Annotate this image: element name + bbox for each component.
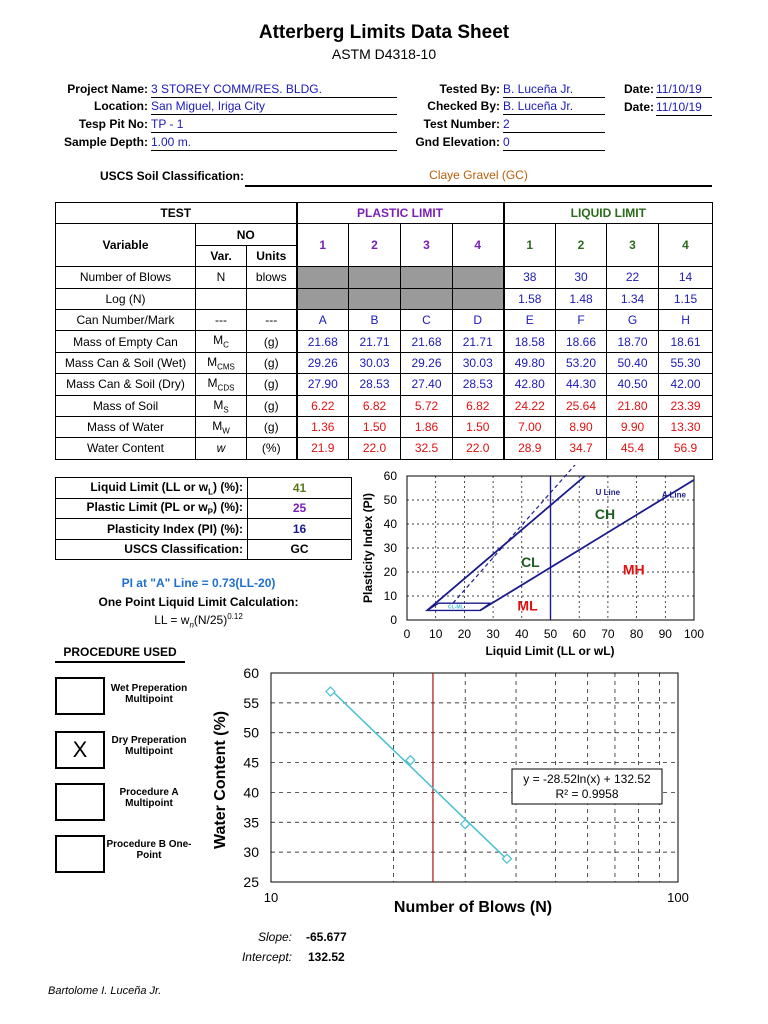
checked-by-label: Checked By: — [427, 99, 500, 113]
plastic-cell[interactable]: 1.36 — [297, 416, 349, 437]
liquid-cell[interactable]: 42.80 — [504, 374, 556, 395]
flow-y-tick: 30 — [243, 844, 259, 861]
plasticity-x-tick: 90 — [658, 627, 672, 641]
plastic-cell[interactable]: 28.53 — [349, 374, 401, 395]
liquid-cell[interactable]: 18.66 — [556, 331, 607, 352]
row-name: Mass of Water — [56, 416, 196, 437]
flow-y-tick: 25 — [243, 874, 259, 890]
plastic-trial-3: 3 — [401, 224, 453, 267]
liquid-cell[interactable]: 18.58 — [504, 331, 556, 352]
plastic-cell[interactable]: 28.53 — [453, 374, 504, 395]
checked-by-field[interactable]: B. Luceña Jr. — [503, 99, 605, 115]
plastic-cell[interactable]: 5.72 — [401, 395, 453, 416]
flow-y-tick: 50 — [243, 724, 259, 741]
liquid-cell[interactable]: 44.30 — [556, 374, 607, 395]
page-title: Atterberg Limits Data Sheet — [258, 22, 510, 43]
tested-by-label: Tested By: — [439, 82, 500, 96]
test-number-field[interactable]: 2 — [503, 117, 605, 133]
row-unit: (g) — [247, 416, 297, 437]
dry-multipoint-checkbox[interactable]: X — [55, 731, 105, 769]
plastic-cell[interactable]: 32.5 — [401, 438, 453, 459]
plasticity-x-axis-label: Liquid Limit (LL or wL) — [485, 644, 615, 658]
project-name-label: Project Name: — [67, 82, 148, 96]
location-field[interactable]: San Miguel, Iriga City — [151, 99, 397, 115]
row-var: $M_{CDS}$ — [196, 374, 247, 395]
row-name: Mass Can & Soil (Dry) — [56, 374, 196, 395]
plastic-cell[interactable] — [349, 288, 401, 309]
plastic-cell[interactable]: 29.26 — [401, 352, 453, 373]
row-unit: --- — [247, 309, 297, 330]
row-unit: (g) — [247, 352, 297, 373]
liquid-cell[interactable]: 40.50 — [607, 374, 659, 395]
row-unit: blows — [247, 267, 297, 288]
flow-x-tick: 10 — [263, 890, 279, 905]
procedure-a-checkbox[interactable] — [55, 783, 105, 821]
one-point-formula: LL = $w_n(N/25)^{0.12}$ — [154, 612, 243, 630]
plasticity-index-label: Plasticity Index (PI) (%): — [56, 519, 248, 540]
intercept-value: 132.52 — [308, 950, 345, 964]
plastic-cell[interactable]: B — [349, 309, 401, 330]
region-label: ML — [517, 597, 538, 614]
region-label: CL — [521, 554, 540, 571]
trendline-equation: y = -28.52ln(x) + 132.52 — [523, 772, 651, 786]
liquid-limit-header: LIQUID LIMIT — [504, 203, 713, 224]
liquid-cell[interactable]: 38 — [504, 267, 556, 288]
uscs-class-label: USCS Classification: — [56, 539, 248, 560]
plasticity-y-tick: 60 — [383, 469, 397, 483]
row-var: $M_C$ — [196, 331, 247, 352]
liquid-cell[interactable]: 14 — [659, 267, 713, 288]
plastic-trial-2: 2 — [349, 224, 401, 267]
liquid-trial-2: 2 — [556, 224, 607, 267]
cl-upper-boundary — [427, 476, 585, 610]
liquid-limit-label: Liquid Limit (LL or $w_L$) (%): — [56, 478, 248, 499]
no-header: NO — [196, 224, 297, 245]
var-header: Var. — [196, 245, 247, 266]
row-name: Water Content — [56, 438, 196, 459]
plasticity-x-tick: 0 — [403, 627, 411, 641]
r-squared: R² = 0.9958 — [555, 787, 619, 801]
plastic-cell[interactable] — [297, 288, 349, 309]
plastic-cell[interactable]: 6.82 — [349, 395, 401, 416]
table-row — [56, 352, 713, 373]
project-name-field[interactable]: 3 STOREY COMM/RES. BLDG. — [151, 82, 397, 98]
flow-x-tick: 100 — [667, 890, 689, 905]
plastic-cell[interactable] — [453, 267, 504, 288]
plastic-cell[interactable]: 30.03 — [453, 352, 504, 373]
liquid-cell[interactable]: G — [607, 309, 659, 330]
plastic-cell[interactable] — [401, 288, 453, 309]
plastic-limit-value: 25 — [248, 498, 352, 519]
liquid-cell[interactable]: 23.39 — [659, 395, 713, 416]
date2-field[interactable]: 11/10/19 — [656, 100, 712, 116]
plastic-trial-1: 1 — [297, 224, 349, 267]
plastic-cell[interactable]: 21.68 — [401, 331, 453, 352]
row-unit: (g) — [247, 395, 297, 416]
plasticity-x-tick: 100 — [683, 627, 705, 641]
liquid-limit-value: 41 — [248, 478, 352, 499]
test-pit-label: Tesp Pit No: — [78, 117, 148, 131]
flow-x-axis-label: Number of Blows (N) — [393, 899, 553, 916]
liquid-cell[interactable]: 22 — [607, 267, 659, 288]
region-label: MH — [622, 561, 645, 578]
liquid-cell[interactable]: E — [504, 309, 556, 330]
footer-author: Bartolome I. Luceña Jr. — [48, 985, 162, 997]
liquid-cell[interactable]: 1.34 — [607, 288, 659, 309]
liquid-cell[interactable]: 1.15 — [659, 288, 713, 309]
row-name: Log (N) — [56, 288, 196, 309]
row-name: Mass Can & Soil (Wet) — [56, 352, 196, 373]
plasticity-y-tick: 0 — [390, 613, 397, 627]
liquid-cell[interactable]: 49.80 — [504, 352, 556, 373]
procedure-b-checkbox[interactable] — [55, 835, 105, 873]
liquid-cell[interactable]: 1.48 — [556, 288, 607, 309]
plastic-cell[interactable]: 21.71 — [453, 331, 504, 352]
table-row — [56, 331, 713, 352]
location-label: Location: — [94, 99, 148, 113]
test-pit-field[interactable]: TP - 1 — [151, 117, 397, 133]
slope-value: -65.677 — [306, 930, 347, 944]
intercept-label: Intercept: — [241, 950, 292, 964]
plastic-cell[interactable]: D — [453, 309, 504, 330]
plastic-cell[interactable]: 29.26 — [297, 352, 349, 373]
u-line-label: U Line — [595, 488, 621, 498]
variable-header: Variable — [56, 224, 196, 267]
plastic-cell[interactable]: C — [401, 309, 453, 330]
plastic-limit-label: Plastic Limit (PL or $w_P$) (%): — [56, 498, 248, 519]
liquid-cell[interactable]: 24.22 — [504, 395, 556, 416]
liquid-cell[interactable]: 1.58 — [504, 288, 556, 309]
slope-label: Slope: — [257, 930, 292, 944]
plastic-cell[interactable] — [297, 267, 349, 288]
row-name: Number of Blows — [56, 267, 196, 288]
plastic-cell[interactable] — [401, 267, 453, 288]
flow-curve-chart — [200, 660, 710, 920]
row-name: Mass of Soil — [56, 395, 196, 416]
standard-label: ASTM D4318-10 — [331, 46, 437, 62]
plastic-cell[interactable]: 1.50 — [349, 416, 401, 437]
plasticity-x-tick: 70 — [601, 627, 615, 641]
liquid-cell[interactable]: 50.40 — [607, 352, 659, 373]
plasticity-y-tick: 20 — [383, 565, 397, 579]
plasticity-y-tick: 30 — [383, 541, 397, 555]
flow-y-tick: 45 — [243, 754, 259, 771]
procedure-a-label: Procedure A Multipoint — [119, 787, 179, 809]
liquid-cell[interactable]: 30 — [556, 267, 607, 288]
plasticity-x-tick: 50 — [543, 627, 558, 641]
liquid-cell[interactable]: 55.30 — [659, 352, 713, 373]
gnd-elevation-field[interactable]: 0 — [503, 135, 605, 151]
plastic-cell[interactable]: 1.50 — [453, 416, 504, 437]
plastic-limit-header: PLASTIC LIMIT — [297, 203, 504, 224]
row-unit: (g) — [247, 374, 297, 395]
tested-by-field[interactable]: B. Luceña Jr. — [503, 82, 605, 98]
plasticity-index-value: 16 — [248, 519, 352, 540]
plastic-cell[interactable]: 21.68 — [297, 331, 349, 352]
uscs-class-value: GC — [248, 539, 352, 560]
flow-y-tick: 35 — [243, 814, 259, 831]
liquid-cell[interactable]: 45.4 — [607, 438, 659, 459]
sample-depth-label: Sample Depth: — [63, 135, 148, 149]
liquid-cell[interactable]: 56.9 — [659, 438, 713, 459]
flow-y-tick: 55 — [243, 694, 259, 711]
row-unit: (%) — [247, 438, 297, 459]
wet-multipoint-checkbox[interactable] — [55, 677, 105, 715]
table-row — [56, 267, 713, 288]
plasticity-x-tick: 20 — [457, 627, 472, 641]
liquid-cell[interactable]: 8.90 — [556, 416, 607, 437]
plasticity-y-tick: 10 — [383, 589, 397, 603]
plasticity-x-tick: 30 — [486, 627, 500, 641]
liquid-cell[interactable]: 7.00 — [504, 416, 556, 437]
one-point-note: One Point Liquid Limit Calculation: — [98, 595, 299, 609]
plastic-cell[interactable] — [349, 267, 401, 288]
plasticity-y-tick: 40 — [383, 517, 397, 531]
row-name: Can Number/Mark — [56, 309, 196, 330]
plastic-cell[interactable]: 21.9 — [297, 438, 349, 459]
liquid-cell[interactable]: H — [659, 309, 713, 330]
wet-multipoint-label: Wet Preperation Multipoint — [110, 683, 188, 705]
liquid-trial-1: 1 — [504, 224, 556, 267]
row-name: Mass of Empty Can — [56, 331, 196, 352]
liquid-trial-4: 4 — [659, 224, 713, 267]
flow-y-tick: 40 — [243, 784, 259, 801]
liquid-cell[interactable]: 53.20 — [556, 352, 607, 373]
liquid-trial-3: 3 — [607, 224, 659, 267]
plastic-cell[interactable]: 27.40 — [401, 374, 453, 395]
atterberg-data-table — [55, 202, 713, 460]
date1-field[interactable]: 11/10/19 — [656, 82, 712, 98]
uscs-classification-value: Claye Gravel (GC) — [245, 168, 712, 187]
liquid-cell[interactable]: 18.61 — [659, 331, 713, 352]
trendline — [330, 689, 506, 859]
test-number-label: Test Number: — [423, 117, 500, 131]
procedure-title: PROCEDURE USED — [55, 645, 185, 663]
flow-y-axis-label: Water Content (%) — [212, 710, 229, 850]
liquid-cell[interactable]: F — [556, 309, 607, 330]
gnd-elevation-label: Gnd Elevation: — [415, 135, 500, 149]
date2-label: Date: — [623, 100, 654, 114]
row-unit — [247, 288, 297, 309]
liquid-cell[interactable]: 42.00 — [659, 374, 713, 395]
plastic-cell[interactable]: 21.71 — [349, 331, 401, 352]
a-line-note: PI at "A" Line = 0.73(LL-20) — [121, 576, 276, 590]
units-header: Units — [247, 245, 297, 266]
a-line-label: A Line — [661, 490, 686, 500]
plastic-cell[interactable]: 30.03 — [349, 352, 401, 373]
region-label: CL-ML — [448, 604, 464, 611]
plasticity-x-tick: 10 — [429, 627, 443, 641]
table-row — [56, 309, 713, 330]
table-row — [56, 374, 713, 395]
liquid-cell[interactable]: 18.70 — [607, 331, 659, 352]
row-var: $M_S$ — [196, 395, 247, 416]
liquid-cell[interactable]: 34.7 — [556, 438, 607, 459]
row-var: N — [196, 267, 247, 288]
row-var: $M_{CMS}$ — [196, 352, 247, 373]
row-var — [196, 288, 247, 309]
liquid-cell[interactable]: 28.9 — [504, 438, 556, 459]
plastic-cell[interactable]: 1.86 — [401, 416, 453, 437]
liquid-cell[interactable]: 13.30 — [659, 416, 713, 437]
row-var: w — [196, 438, 247, 459]
plasticity-x-tick: 40 — [515, 627, 529, 641]
sample-depth-field[interactable]: 1.00 m. — [151, 135, 397, 151]
table-row — [56, 395, 713, 416]
plastic-cell[interactable] — [453, 288, 504, 309]
plasticity-y-axis-label: Plasticity Index (PI) — [361, 492, 375, 604]
table-row — [56, 438, 713, 459]
plastic-trial-4: 4 — [453, 224, 504, 267]
row-unit: (g) — [247, 331, 297, 352]
uscs-classification-label: USCS Soil Classification: — [99, 169, 244, 183]
row-var: $M_W$ — [196, 416, 247, 437]
plastic-cell[interactable]: 6.82 — [453, 395, 504, 416]
table-row — [56, 416, 713, 437]
liquid-cell[interactable]: 21.80 — [607, 395, 659, 416]
row-var: --- — [196, 309, 247, 330]
plasticity-y-tick: 50 — [383, 493, 397, 507]
plastic-cell[interactable]: 6.22 — [297, 395, 349, 416]
region-label: CH — [594, 506, 616, 523]
data-point — [326, 687, 335, 696]
plastic-cell[interactable]: 27.90 — [297, 374, 349, 395]
plasticity-x-tick: 80 — [629, 627, 644, 641]
plastic-cell[interactable]: 22.0 — [349, 438, 401, 459]
dry-multipoint-label: Dry Preperation Multipoint — [111, 735, 187, 757]
summary-table — [55, 477, 352, 560]
flow-y-tick: 60 — [243, 665, 259, 681]
plasticity-chart — [350, 465, 720, 665]
plastic-cell[interactable]: A — [297, 309, 349, 330]
table-row — [56, 288, 713, 309]
procedure-b-label: Procedure B One- Point — [106, 839, 192, 861]
plasticity-x-tick: 60 — [572, 627, 586, 641]
plastic-cell[interactable]: 22.0 — [453, 438, 504, 459]
date1-label: Date: — [623, 82, 654, 96]
data-point — [461, 820, 470, 829]
test-header: TEST — [56, 203, 297, 224]
liquid-cell[interactable]: 9.90 — [607, 416, 659, 437]
liquid-cell[interactable]: 25.64 — [556, 395, 607, 416]
